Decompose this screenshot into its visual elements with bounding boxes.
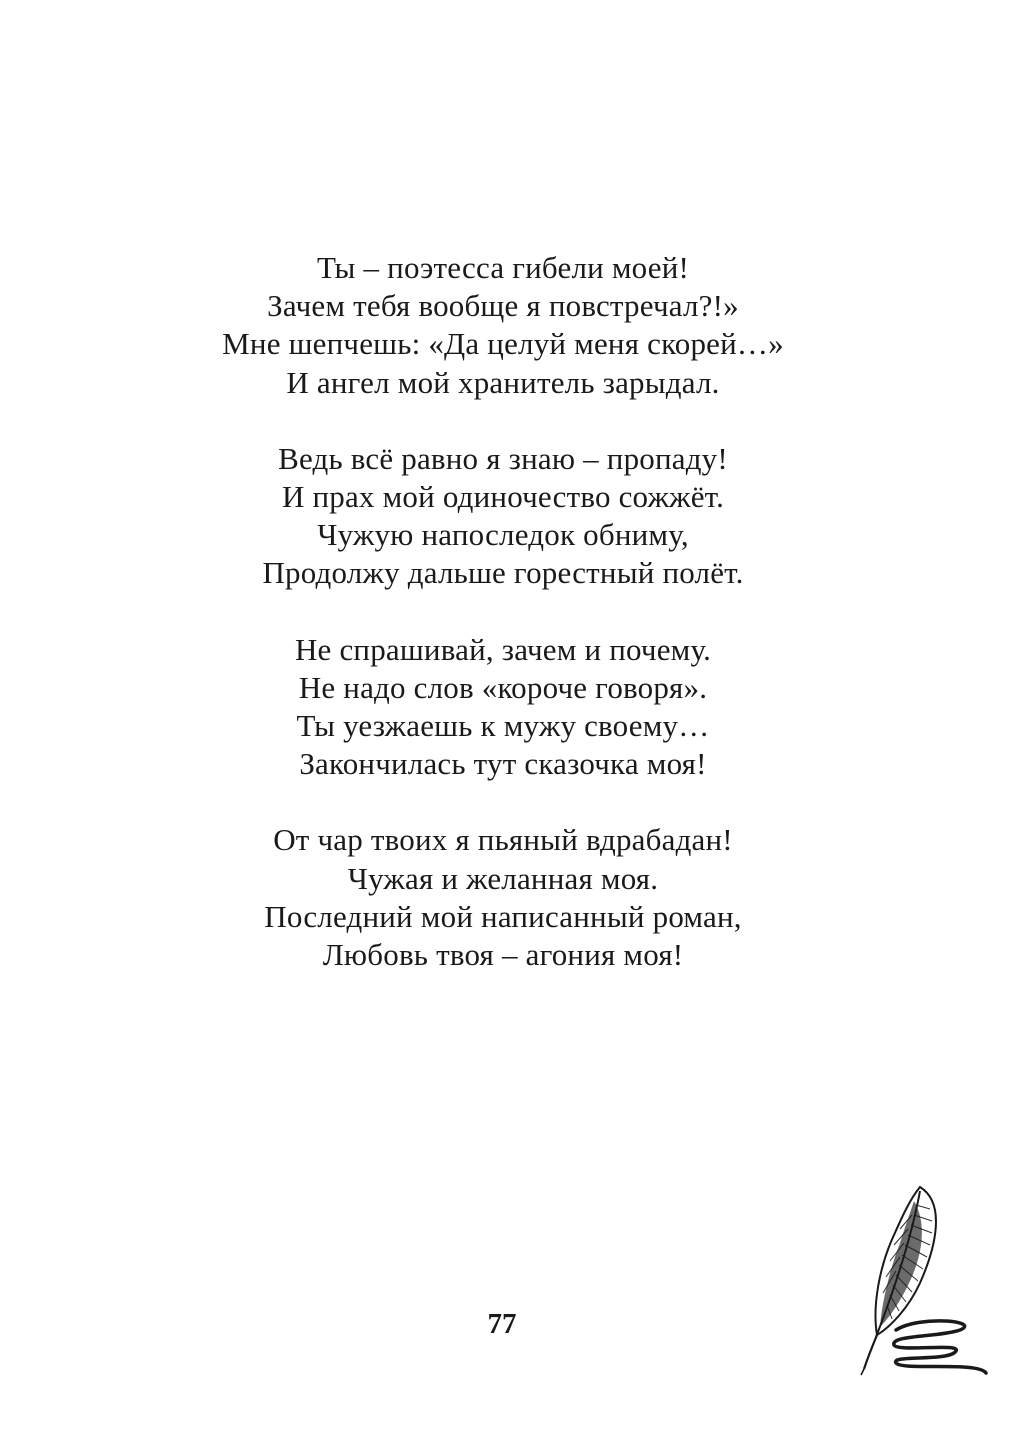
poem-line: Продолжу дальше горестный полёт. [262,555,744,591]
stanza-3 [0,631,1006,784]
poem-line: Ведь всё равно я знаю – пропаду! [278,440,728,476]
poem-line: Мне шепчешь: «Да целуй меня скорей…» [222,326,784,362]
page-number: 77 [487,1308,517,1340]
poem-line: И прах мой одиночество сожжёт. [281,479,725,515]
stanza-1 [0,249,1006,402]
poem [0,249,1006,1012]
poem-line: Любовь твоя – агония моя! [322,937,684,973]
poem-line: Не надо слов «короче говоря». [298,669,708,705]
poem-line: Ты – поэтесса гибели моей! [316,250,690,285]
quill-pen-icon [850,1185,995,1385]
poem-line: Ты уезжаешь к мужу своему… [296,708,710,744]
stanza-4 [0,821,1006,974]
poem-line: И ангел мой хранитель зарыдал. [286,364,720,400]
poem-line: Не спрашивай, зачем и почему. [294,631,712,667]
stanza-2 [0,440,1006,593]
poem-line: Чужая и желанная моя. [347,860,659,896]
poem-line: Чужую напоследок обниму, [317,517,689,553]
poem-line: Последний мой написанный роман, [264,898,742,934]
poem-line: Зачем тебя вообще я повстречал?!» [267,288,739,324]
poem-line: От чар твоих я пьяный вдрабадан! [273,822,733,858]
poem-line: Закончилась тут сказочка моя! [299,746,707,782]
